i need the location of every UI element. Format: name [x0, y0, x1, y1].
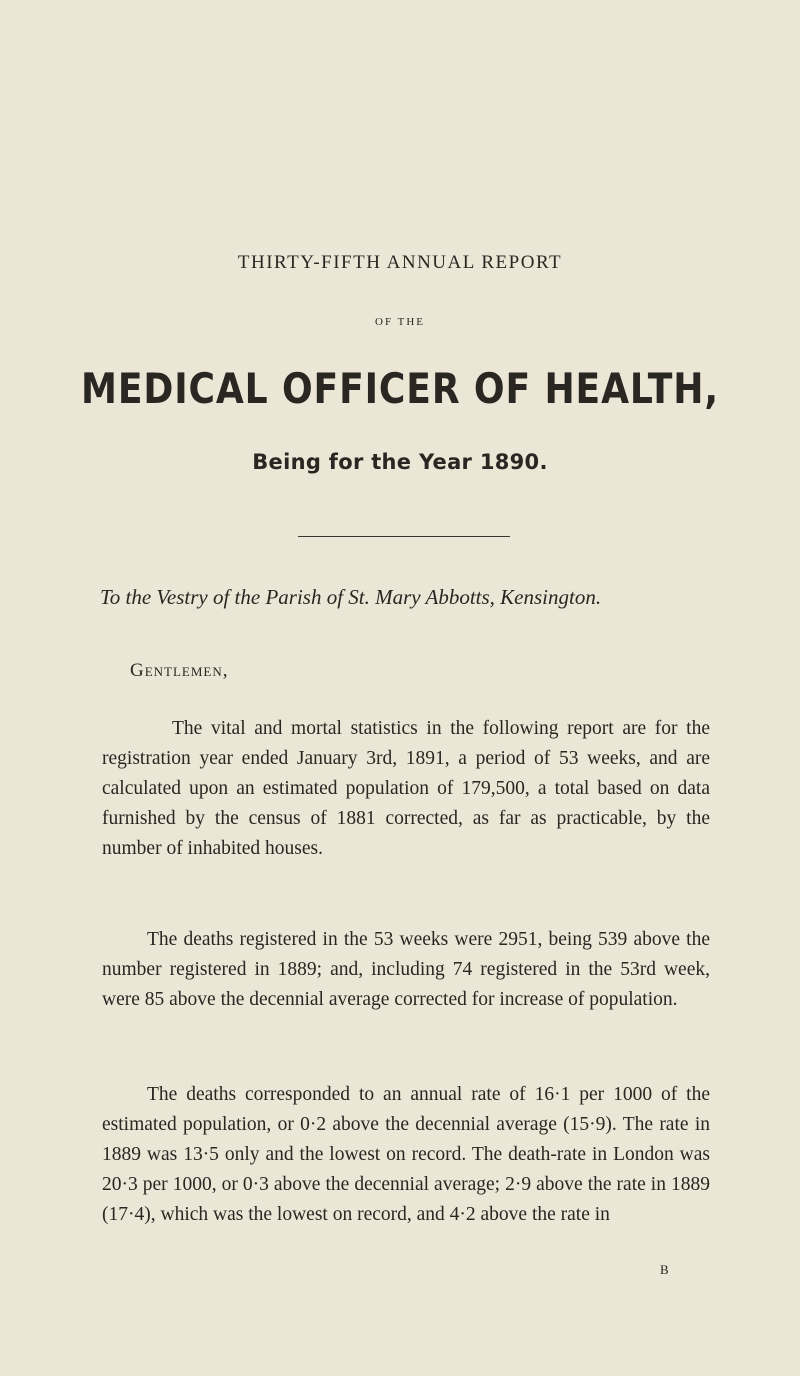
- body-paragraph: The vital and mortal statistics in the following report are for the registration year ended January 3rd, 1891, a period of 53 weeks, and are calculated upon an estimated population of 179,500, a total based on data furnished by the census of 1881 corrected, as far as practicable, by the number of inhabited houses.: [102, 717, 710, 859]
- report-title: MEDICAL OFFICER OF HEALTH,: [81, 364, 719, 413]
- report-subtitle: Being for the Year 1890.: [252, 450, 548, 474]
- report-heading-line1: THIRTY-FIFTH ANNUAL REPORT: [237, 252, 563, 273]
- section-divider: [298, 536, 510, 537]
- signature-mark: B: [660, 1262, 669, 1277]
- body-paragraph: The deaths registered in the 53 weeks were 2951, being 539 above the number registered in 1889; and, including 74 registered in the 53rd week, were 85 above the decennial average corrected for increase of population.: [102, 928, 710, 1010]
- address-line: To the Vestry of the Parish of St. Mary Abbotts, Kensington.: [100, 585, 602, 609]
- report-heading-line2: OF THE: [375, 316, 425, 328]
- salutation: Gentlemen,: [130, 660, 229, 681]
- body-paragraph: The deaths corresponded to an annual rate of 16·1 per 1000 of the estimated population, or 0·2 above the decennial average (15·9). The rate in 1889 was 13·5 only and the lowest on record. The death-rate in London was 20·3 per 1000, or 0·3 above the decennial average; 2·9 above the rate in 1889 (17·4), which was the lowest on record, and 4·2 above the rate in: [102, 1083, 710, 1225]
